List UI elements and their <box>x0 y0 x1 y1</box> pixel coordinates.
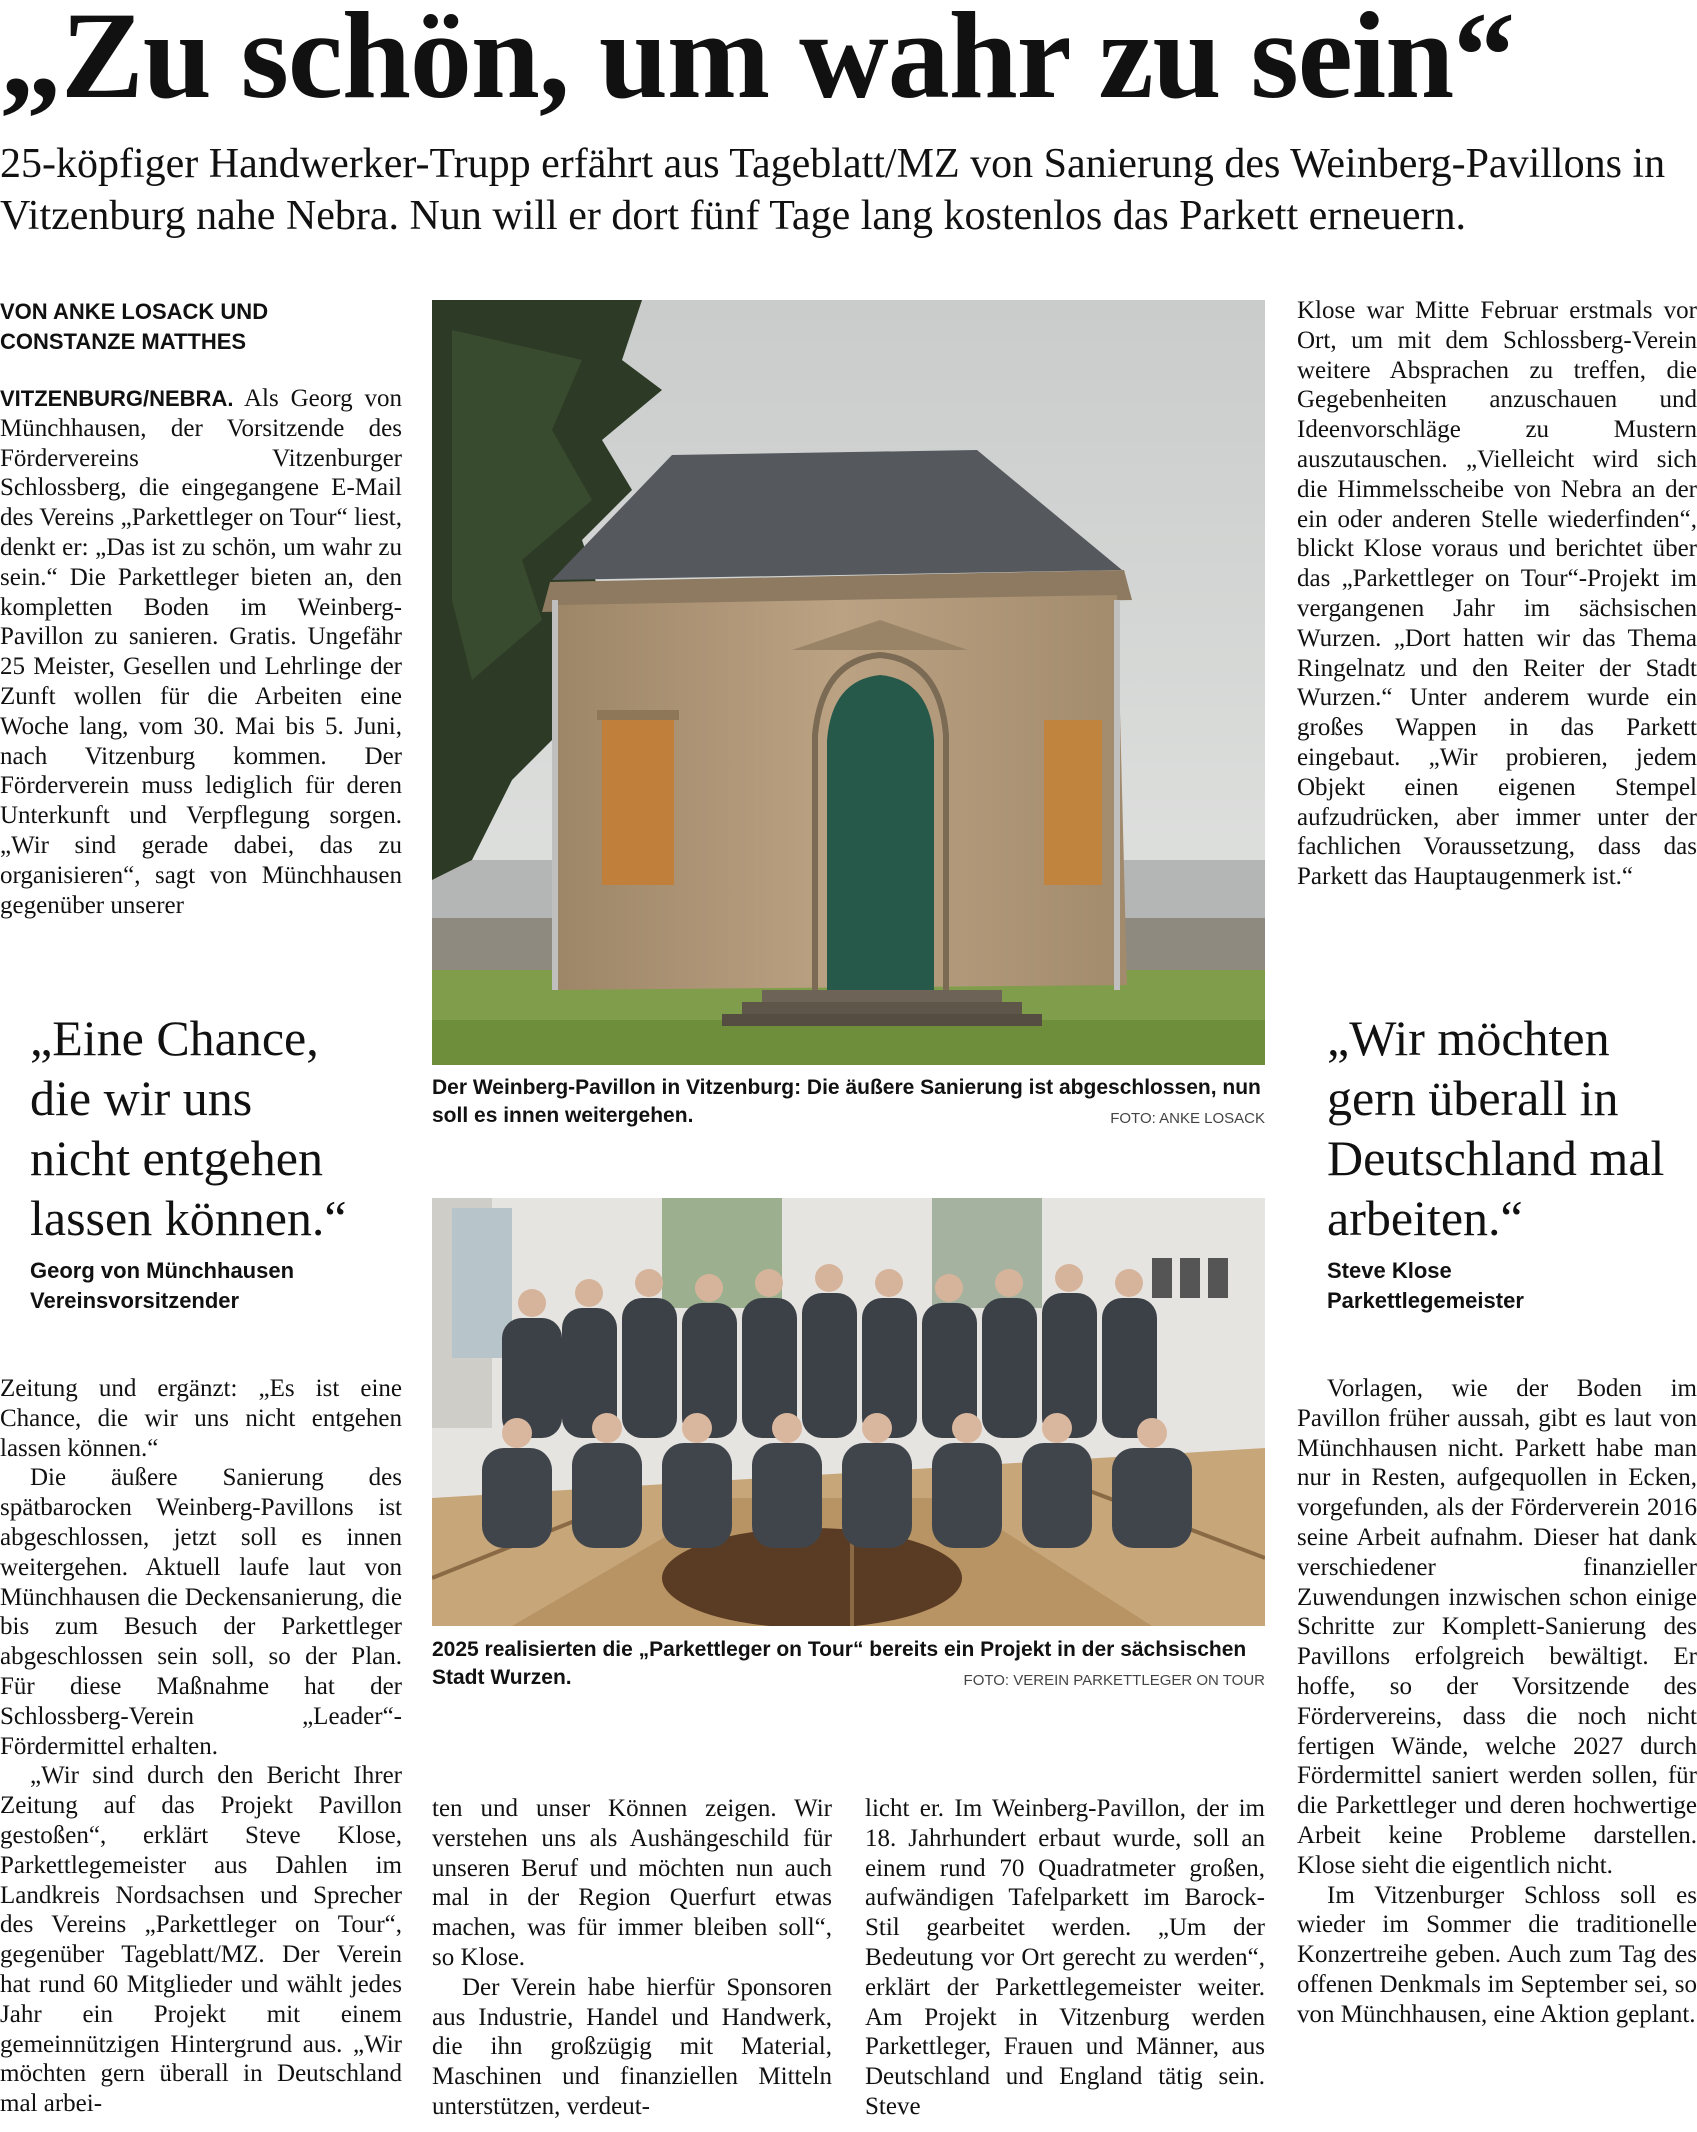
dateline: VITZENBURG/NEBRA. <box>0 386 234 411</box>
pavilion-illustration <box>432 300 1265 1065</box>
photo-pavilion-caption-text: Der Weinberg-Pavillon in Vitzenburg: Die äußere Sanierung ist abgeschlossen, nun soll es innen weitergehen. <box>432 1076 1261 1127</box>
column-1-bottom <box>0 1374 402 2128</box>
photo-group-caption <box>432 1636 1265 1695</box>
column-4-top <box>1297 296 1697 958</box>
group-illustration <box>432 1198 1265 1626</box>
byline-line-2: CONSTANZE MATTHES <box>0 329 247 354</box>
photo-pavilion <box>432 300 1265 1065</box>
column-2-paragraph: ten und unser Können zeigen. Wir verstehen uns als Aushängeschild für unseren Beruf und möchten nun auch mal in der Region Querfurt etwas machen, was für immer bleiben soll“, so Klose. <box>432 1795 832 1971</box>
subheadline: 25-köpfiger Handwerker-Trupp erfährt aus Tageblatt/MZ von Sanierung des Weinberg-Pavillons in Vitzenburg nahe Nebra. Nun will er dort fünf Tage lang kostenlos das Parkett erneuern. <box>0 141 1666 239</box>
column-2-paragraph: Der Verein habe hierfür Sponsoren aus Industrie, Handel und Handwerk, die ihn großzügig mit Material, Maschinen und finanziellen Mitteln unterstützen, verdeut- <box>432 1973 832 2120</box>
column-4-top-text: Klose war Mitte Februar erstmals vor Ort, um mit dem Schlossberg-Verein weitere Absprachen zu treffen, die Gegebenheiten anzuschauen und Ideenvorschläge zu Mustern auszutauschen. „Vielleicht wird sich die Himmelsscheibe von Nebra an der ein oder anderen Stelle wiederfinden“, blickt Klose voraus und berichtet über das „Parkettleger on Tour“-Projekt im vergangenen Jahr im sächsischen Wurzen. „Dort hatten wir das Thema Ringelnatz und den Reiter der Stadt Wurzen.“ Unter anderem wurde ein großes Wappen in das Parkett eingebaut. „Wir probieren, jedem Objekt einen eigenen Stempel aufzudrücken, aber immer unter der fachlichen Voraussetzung, dass das Parkett das Hauptaugenmerk ist.“ <box>1297 297 1697 891</box>
pull-quote-1-name: Georg von Münchhausen <box>30 1258 295 1283</box>
photo-group-credit: FOTO: VEREIN PARKETTLEGER ON TOUR <box>963 1672 1265 1689</box>
photo-pavilion-credit: FOTO: ANKE LOSACK <box>1110 1110 1265 1127</box>
column-3-paragraph: licht er. Im Weinberg-Pavillon, der im 18. Jahrhundert erbaut wurde, soll an einem rund 70 Quadratmeter großen, aufwändigen Tafelparkett im Barock-Stil gearbeitet werden. „Um der Bedeutung vor Ort gerecht zu werden“, erklärt der Parkettlegemeister weiter. Am Projekt in Vitzenburg werden Parkettleger, Frauen und Männer, aus Deutschland und England tätig sein. Steve <box>865 1795 1265 2120</box>
photo-pavilion-caption <box>432 1074 1265 1133</box>
column-2 <box>432 1794 832 2128</box>
photo-group <box>432 1198 1265 1626</box>
column-3 <box>865 1794 1265 2128</box>
pull-quote-2-name: Steve Klose <box>1327 1258 1452 1283</box>
column-4-bottom <box>1297 1374 1697 2128</box>
pull-quote-1-role: Vereinsvorsitzender <box>30 1288 240 1313</box>
pull-quote-2-role: Parkettlegemeister <box>1327 1288 1524 1313</box>
headline: „Zu schön, um wahr zu sein“ <box>0 0 1515 124</box>
pull-quote-2-source <box>1327 1256 1687 1316</box>
column-1-top-text: Als Georg von Münchhausen, der Vorsitzende des Fördervereins Vitzenburger Schlossberg, die eingegangene E-Mail des Vereins „Parkettleger on Tour“ liest, denkt er: „Das ist zu schön, um wahr zu sein.“ Die Parkettleger bieten an, den kompletten Boden im Weinberg-Pavillon zu sanieren. Gratis. Ungefähr 25 Meister, Gesellen und Lehrlinge der Zunft wollen für die Arbeiten eine Woche lang, vom 30. Mai bis 5. Juni, nach Vitzenburg kommen. Der Förderverein muss lediglich für deren Unterkunft und Verpflegung sorgen. „Wir sind gerade dabei, das zu organisieren“, sagt von Münchhausen gegenüber unserer <box>0 385 402 919</box>
byline <box>0 297 400 357</box>
column-4-paragraph: Vorlagen, wie der Boden im Pavillon früher aussah, gibt es laut von Münchhausen nicht. Parkett habe man nur in Resten, aufgequollen in Ecken, vorgefunden, als der Förderverein 2016 seine Arbeit aufnahm. Dieser hat dank verschiedener finanzieller Zuwendungen inzwischen schon einige Schritte zur Komplett-Sanierung des Pavillons erfolgreich bewältigt. Er hoffe, so der Vorsitzende des Fördervereins, dass die noch nicht fertigen Wände, welche 2027 durch Fördermittel saniert werden sollen, für die Parkettleger und deren hochwertige Arbeit keine Probleme darstellen. Klose sieht die eigentlich nicht. <box>1297 1375 1697 1879</box>
photo-group-caption-text: 2025 realisierten die „Parkettleger on Tour“ bereits ein Projekt in der sächsischen Stadt Wurzen. <box>432 1638 1247 1689</box>
column-1-top <box>0 384 402 956</box>
column-1-paragraph: Zeitung und ergänzt: „Es ist eine Chance, die wir uns nicht entgehen lassen können.“ <box>0 1375 402 1462</box>
column-1-paragraph: Die äußere Sanierung des spätbarocken Weinberg-Pavillons ist abgeschlossen, jetzt soll es innen weitergehen. Aktuell laufe laut von Münchhausen die Deckensanierung, die bis zum Besuch der Parkettleger abgeschlossen sein soll, so der Plan. Für diese Maßnahme hat der Schlossberg-Verein „Leader“-Fördermittel erhalten. <box>0 1464 402 1760</box>
column-1-paragraph: „Wir sind durch den Bericht Ihrer Zeitung auf das Projekt Pavillon gestoßen“, erklärt Steve Klose, Parkettlegemeister aus Dahlen im Landkreis Nordsachsen und Sprecher des Vereins „Parkettleger on Tour“, gegenüber Tageblatt/MZ. Der Verein hat rund 60 Mitglieder und wählt jedes Jahr ein Projekt mit einem gemeinnützigen Hintergrund aus. „Wir möchten gern überall in Deutschland mal arbei- <box>0 1762 402 2118</box>
pull-quote-2: „Wir möchten gern überall in Deutschland mal arbeiten.“ <box>1327 1010 1665 1246</box>
pull-quote-1-source <box>30 1256 390 1316</box>
byline-line-1: VON ANKE LOSACK UND <box>0 299 269 324</box>
column-4-paragraph: Im Vitzenburger Schloss soll es wieder im Sommer die traditionelle Konzertreihe geben. Auch zum Tag des offenen Denkmals im September sei, so von Münchhausen, eine Aktion geplant. <box>1297 1881 1697 2028</box>
pull-quote-1: „Eine Chance, die wir uns nicht entgehen lassen können.“ <box>30 1010 347 1246</box>
